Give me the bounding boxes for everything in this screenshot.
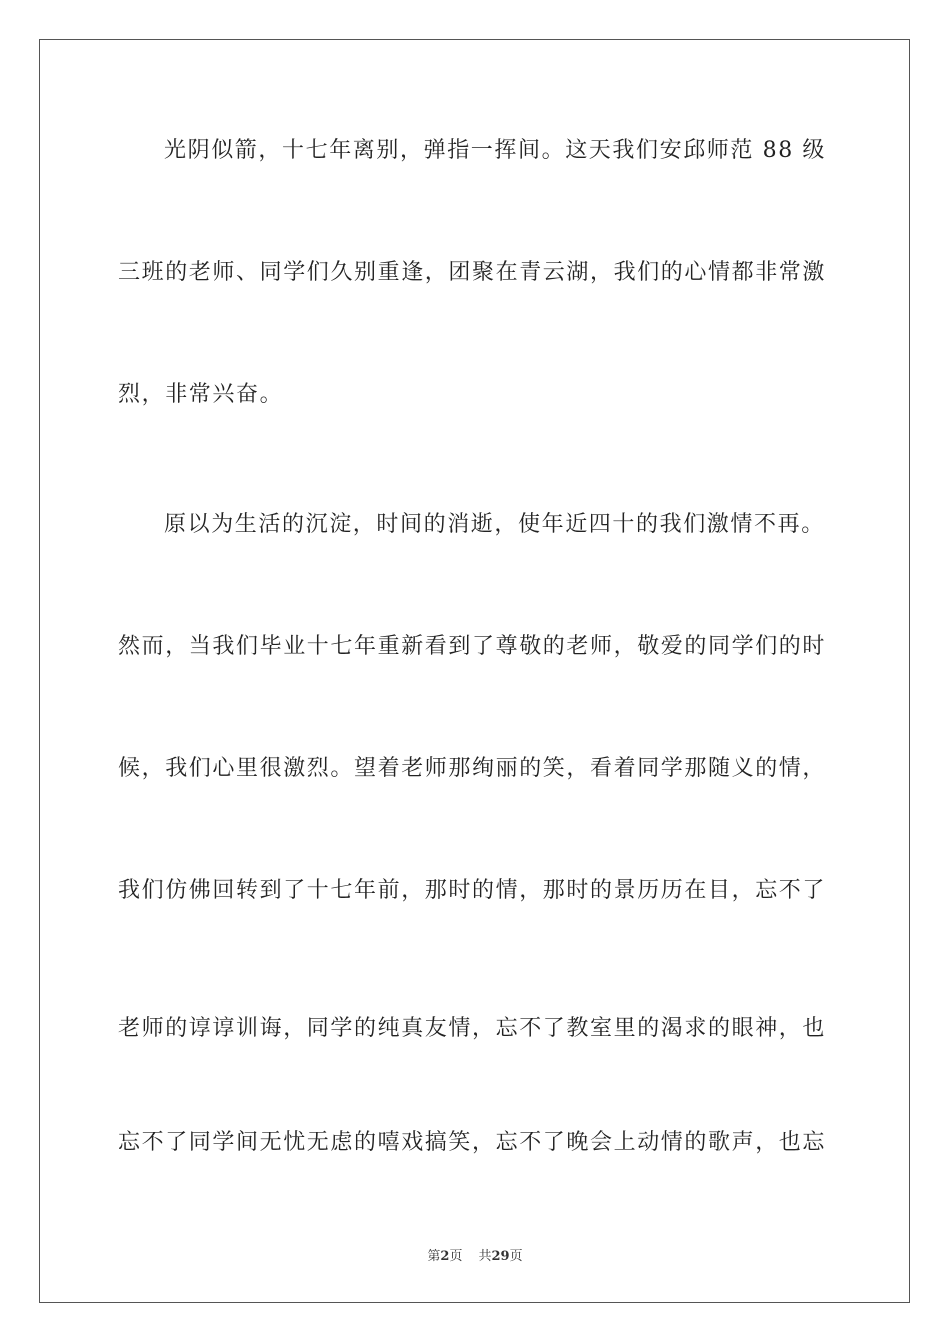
paragraph-1-line-1: 光阴似箭，十七年离别，弹指一挥间。这天我们安邱师范 88 级	[164, 138, 826, 163]
paragraph-2-line-5: 老师的谆谆训诲，同学的纯真友情，忘不了教室里的渴求的眼神，也	[118, 1016, 827, 1041]
paragraph-2-line-4: 我们仿佛回转到了十七年前，那时的情，那时的景历历在目，忘不了	[118, 878, 827, 903]
page-frame	[39, 39, 910, 1303]
total-prefix: 共	[478, 1249, 492, 1264]
total-suffix: 页	[509, 1249, 523, 1264]
paragraph-2-line-1: 原以为生活的沉淀，时间的消逝，使年近四十的我们激情不再。	[164, 512, 825, 537]
page-suffix: 页	[449, 1249, 463, 1264]
total-pages: 29	[491, 1249, 510, 1264]
paragraph-2-line-6: 忘不了同学间无忧无虑的嘻戏搞笑，忘不了晚会上动情的歌声，也忘	[118, 1130, 827, 1155]
page-number: 2	[440, 1249, 450, 1264]
paragraph-1-line-3: 烈，非常兴奋。	[118, 382, 284, 407]
paragraph-1-line-2: 三班的老师、同学们久别重逢，团聚在青云湖，我们的心情都非常激	[118, 260, 827, 285]
paragraph-2-line-3: 候，我们心里很激烈。望着老师那绚丽的笑，看着同学那随义的情，	[118, 756, 827, 781]
page-footer	[0, 1248, 950, 1266]
paragraph-2-line-2: 然而，当我们毕业十七年重新看到了尊敬的老师，敬爱的同学们的时	[118, 634, 827, 659]
page-prefix: 第	[427, 1249, 441, 1264]
